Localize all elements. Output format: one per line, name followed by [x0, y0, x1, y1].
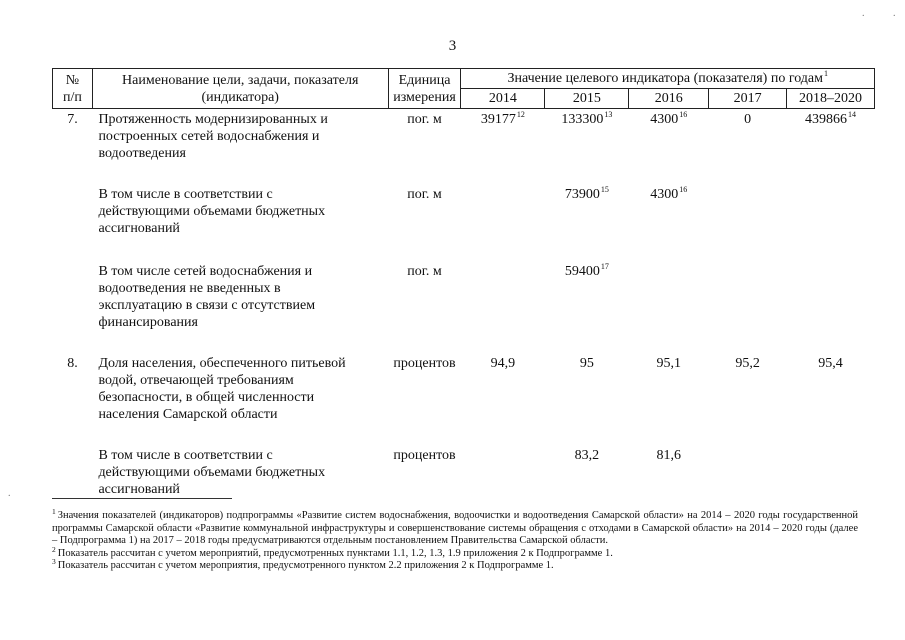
value-cell [545, 162, 629, 237]
header-name [92, 69, 388, 109]
header-num-line1: № [65, 72, 80, 88]
value-cell [787, 109, 875, 163]
header-num-line2: п/п [63, 89, 82, 105]
value-cell [461, 109, 545, 163]
indicator-name-line: ассигнований [98, 221, 180, 236]
value-text: 83,2 [574, 448, 600, 463]
value-cell [709, 162, 787, 237]
footnotes [52, 507, 858, 573]
value-footnote-ref: 12 [516, 110, 525, 119]
value-cell [545, 423, 629, 498]
unit-cell: процентов [393, 356, 456, 371]
value-footnote-ref: 13 [604, 110, 613, 119]
table-row [53, 162, 875, 237]
unit-cell: пог. м [407, 112, 442, 127]
value-text: 439866 [805, 112, 848, 127]
row-number [53, 423, 93, 498]
indicator-name [92, 109, 388, 163]
value-cell [709, 331, 787, 423]
footnote-index: 1 [52, 507, 56, 516]
value-cell [461, 423, 545, 498]
value-footnote-ref: 14 [848, 110, 857, 119]
indicator-name [92, 162, 388, 237]
indicator-name-line: ассигнований [98, 482, 180, 497]
footnote-index: 3 [52, 557, 56, 566]
value-cell [545, 331, 629, 423]
header-num [53, 69, 93, 109]
footnote [52, 507, 858, 548]
footnote-text: Показатель рассчитан с учетом мероприятий, предусмотренных пунктами 1.1, 1.2, 1.3, 1.9 приложения 2 к Подпрограмме 1. [57, 547, 613, 559]
header-year: 2018–2020 [787, 89, 875, 109]
indicator-name [92, 423, 388, 498]
table-body [53, 109, 875, 499]
indicator-name-line: населения Самарской области [98, 407, 278, 422]
footnote-text: Показатель рассчитан с учетом мероприятия, предусмотренного пунктом 2.2 приложения 2 к Подпрограмме 1. [57, 560, 554, 571]
indicator-name-line: В том числе в соответствии с [98, 187, 273, 202]
value-text: 4300 [650, 187, 679, 202]
value-cell [461, 162, 545, 237]
unit-cell: пог. м [407, 264, 442, 279]
header-year: 2017 [709, 89, 787, 109]
value-cell [629, 331, 709, 423]
table-header [53, 69, 875, 109]
indicator-name-line: В том числе сетей водоснабжения и [98, 264, 313, 279]
value-text: 59400 [564, 264, 600, 279]
indicator-name-line: Доля населения, обеспеченного питьевой [98, 356, 346, 371]
header-unit [388, 69, 461, 109]
value-cell [787, 423, 875, 498]
indicator-name-line: построенных сетей водоснабжения и [98, 129, 320, 144]
header-values-caption [461, 69, 875, 89]
footnote-index: 2 [52, 544, 56, 554]
value-text: 94,9 [490, 356, 516, 371]
value-cell [629, 423, 709, 498]
value-cell [709, 109, 787, 163]
indicator-name-line: безопасности, в общей численности [98, 390, 315, 405]
value-text: 133300 [561, 112, 604, 127]
indicator-name-line: эксплуатацию в связи с отсутствием [98, 298, 316, 313]
table-row [53, 109, 875, 163]
value-cell [787, 237, 875, 331]
value-cell [545, 237, 629, 331]
value-cell [461, 237, 545, 331]
value-text: 0 [744, 112, 752, 127]
unit-cell: пог. м [407, 187, 442, 202]
row-number: 8. [67, 356, 78, 371]
table-row [53, 237, 875, 331]
value-footnote-ref: 16 [679, 110, 688, 119]
value-text: 73900 [564, 187, 600, 202]
value-cell [629, 237, 709, 331]
margin-mark: . [862, 8, 865, 19]
indicator-name-line: водоотведения не введенных в [98, 281, 281, 296]
indicator-name-line: Протяженность модернизированных и [98, 112, 328, 127]
value-cell [461, 331, 545, 423]
header-year: 2014 [461, 89, 545, 109]
margin-mark: . [8, 488, 11, 499]
indicator-name-line: водоотведения [98, 146, 186, 161]
value-cell [629, 109, 709, 163]
value-text: 81,6 [656, 448, 681, 463]
values-caption-text: Значение целевого индикатора (показателя) по годам [507, 71, 824, 86]
indicator-name-line: водой, отвечающей требованиям [98, 373, 294, 388]
value-cell [787, 162, 875, 237]
value-cell [709, 237, 787, 331]
header-year: 2016 [629, 89, 709, 109]
value-text: 95,4 [818, 356, 843, 371]
indicator-name-line: В том числе в соответствии с [98, 448, 273, 463]
value-cell [787, 331, 875, 423]
row-number [53, 162, 93, 237]
value-text: 4300 [650, 112, 679, 127]
page-number: 3 [448, 38, 457, 54]
value-footnote-ref: 16 [679, 185, 688, 194]
header-name-line1: Наименование цели, задачи, показателя [122, 72, 359, 88]
value-text: 39177 [480, 112, 516, 127]
indicator-name-line: действующими объемами бюджетных [98, 465, 326, 480]
value-text: 95 [579, 356, 594, 371]
unit-cell: процентов [393, 448, 456, 463]
header-unit-line2: измерения [393, 89, 456, 105]
indicator-name-line: действующими объемами бюджетных [98, 204, 326, 219]
value-cell [709, 423, 787, 498]
table-row [53, 423, 875, 498]
indicator-name [92, 331, 388, 423]
footnote-text: Значения показателей (индикаторов) подпрограммы «Развитие систем водоснабжения, водоочистки и водоотведения Самарской области» на 2014 – 2020 годы государственной программы Самарской области «Развитие коммунальной инфраструктуры и совершенствование системы обращения с отходами в Самарской области» на 2014 – 2020 годы (далее – Подпрограмма 1) на 2017 – 2018 годы предусматриваются отдельным постановлением Правительства Самарской области. [52, 510, 858, 546]
indicator-name-line: финансирования [98, 315, 198, 330]
value-footnote-ref: 17 [600, 262, 609, 271]
value-text: 95,2 [735, 356, 760, 371]
margin-mark: . [893, 8, 896, 19]
indicator-table [52, 68, 875, 498]
header-unit-line1: Единица [398, 72, 451, 88]
header-name-line2: (индикатора) [201, 89, 279, 105]
value-cell [629, 162, 709, 237]
value-footnote-ref: 15 [600, 185, 609, 194]
row-number: 7. [67, 112, 78, 127]
footnote [52, 557, 858, 573]
values-caption-footnote-ref: 1 [824, 69, 829, 78]
header-year: 2015 [545, 89, 629, 109]
value-cell [545, 109, 629, 163]
footnote-separator [52, 498, 232, 499]
row-number [53, 237, 93, 331]
footnote [52, 544, 858, 561]
table-row [53, 331, 875, 423]
value-text: 95,1 [656, 356, 681, 371]
indicator-name [92, 237, 388, 331]
